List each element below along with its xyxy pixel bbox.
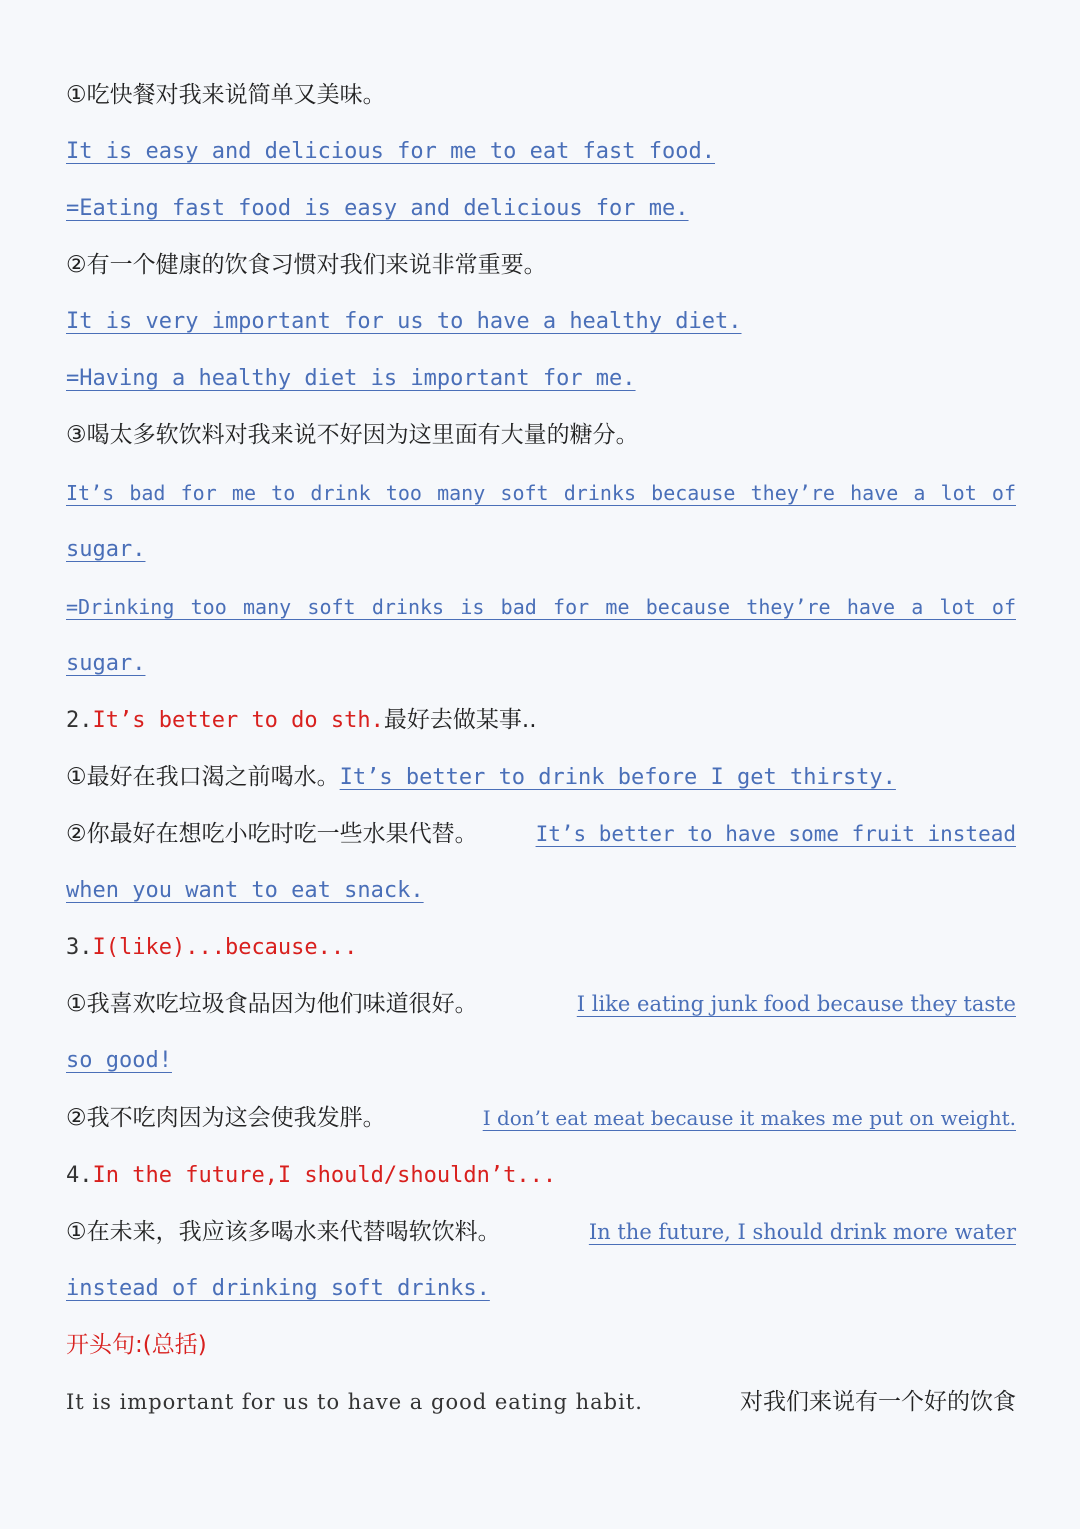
example-1-english	[66, 132, 1016, 172]
pattern-2-example-2	[66, 814, 1016, 854]
pattern-2-example-1-english: It’s better to drink before I get thirsty.	[339, 765, 896, 790]
opening-sentence-chinese: 对我们来说有一个好的饮食	[740, 1389, 1016, 1415]
example-3-english-alt-cont	[66, 644, 1016, 684]
opening-sentence-english: It is important for us to have a good eating habit.	[66, 1390, 643, 1414]
pattern-3-number: 3.	[66, 935, 93, 960]
pattern-4-example-1-cont	[66, 1269, 1016, 1309]
pattern-3-example-1-cont-text: so good!	[66, 1048, 172, 1073]
opening-sentence-heading	[66, 1325, 1016, 1365]
example-2-english-alt-text: =Having a healthy diet is important for me.	[66, 366, 636, 391]
pattern-4-example-1-english: In the future, I should drink more water	[588, 1220, 1016, 1244]
example-2-chinese-text: ②有一个健康的饮食习惯对我们来说非常重要。	[66, 252, 547, 278]
pattern-4-example-1-cont-text: instead of drinking soft drinks.	[66, 1276, 490, 1301]
example-3-english-alt: =Drinking too many soft drinks is bad for me because they’re have a lot of	[66, 595, 1016, 619]
pattern-2-heading	[66, 700, 1016, 740]
pattern-2-example-2-cont	[66, 871, 1016, 911]
pattern-3-heading	[66, 927, 1016, 967]
example-3-chinese	[66, 415, 1016, 455]
example-2-english-alt	[66, 359, 1016, 399]
pattern-3-example-1-english: I like eating junk food because they taste	[576, 992, 1016, 1016]
pattern-2-example-2-english: It’s better to have some fruit instead	[535, 822, 1016, 846]
pattern-2-phrase: It’s better to do sth.	[92, 708, 384, 733]
example-3-english: It’s bad for me to drink too many soft drinks because they’re have a lot of	[66, 481, 1016, 505]
example-3-english-cont	[66, 530, 1016, 570]
example-3-english-alt-cont-text: sugar.	[66, 651, 146, 676]
example-2-chinese	[66, 245, 1016, 285]
pattern-3-example-2	[66, 1098, 1016, 1138]
pattern-4-heading	[66, 1155, 1016, 1195]
example-2-english	[66, 302, 1016, 342]
opening-sentence-example	[66, 1382, 1016, 1422]
example-1-english-alt-text: =Eating fast food is easy and delicious for me.	[66, 196, 689, 221]
example-1-english-text: It is easy and delicious for me to eat fast food.	[66, 139, 716, 164]
pattern-4-number: 4.	[66, 1163, 93, 1188]
pattern-2-meaning: 最好去做某事..	[383, 707, 537, 733]
pattern-3-example-2-english: I don’t eat meat because it makes me put on weight.	[482, 1106, 1016, 1130]
pattern-2-number: 2.	[66, 708, 93, 733]
pattern-4-example-1	[66, 1212, 1016, 1252]
pattern-2-example-2-cont-text: when you want to eat snack.	[66, 878, 424, 903]
pattern-3-example-2-chinese: ②我不吃肉因为这会使我发胖。	[66, 1105, 386, 1131]
pattern-3-example-1	[66, 984, 1016, 1024]
pattern-3-example-1-chinese: ①我喜欢吃垃圾食品因为他们味道很好。	[66, 991, 478, 1017]
pattern-2-example-2-chinese: ②你最好在想吃小吃时吃一些水果代替。	[66, 821, 478, 847]
pattern-2-example-1-chinese: ①最好在我口渴之前喝水。	[66, 764, 340, 790]
example-3-english-cont-text: sugar.	[66, 537, 146, 562]
opening-sentence-heading-text: 开头句:(总括)	[66, 1332, 207, 1358]
example-1-english-alt	[66, 189, 1016, 229]
pattern-4-phrase: In the future,I should/shouldn’t...	[92, 1163, 557, 1188]
pattern-3-example-1-cont	[66, 1041, 1016, 1081]
pattern-2-example-1	[66, 757, 1016, 797]
example-1-chinese	[66, 75, 1016, 115]
pattern-3-phrase: I(like)...because...	[92, 935, 358, 960]
example-3-chinese-text: ③喝太多软饮料对我来说不好因为这里面有大量的糖分。	[66, 422, 639, 448]
pattern-4-example-1-chinese: ①在未来，我应该多喝水来代替喝软饮料。	[66, 1219, 501, 1245]
example-2-english-text: It is very important for us to have a healthy diet.	[66, 309, 742, 334]
example-1-chinese-text: ①吃快餐对我来说简单又美味。	[66, 82, 386, 108]
